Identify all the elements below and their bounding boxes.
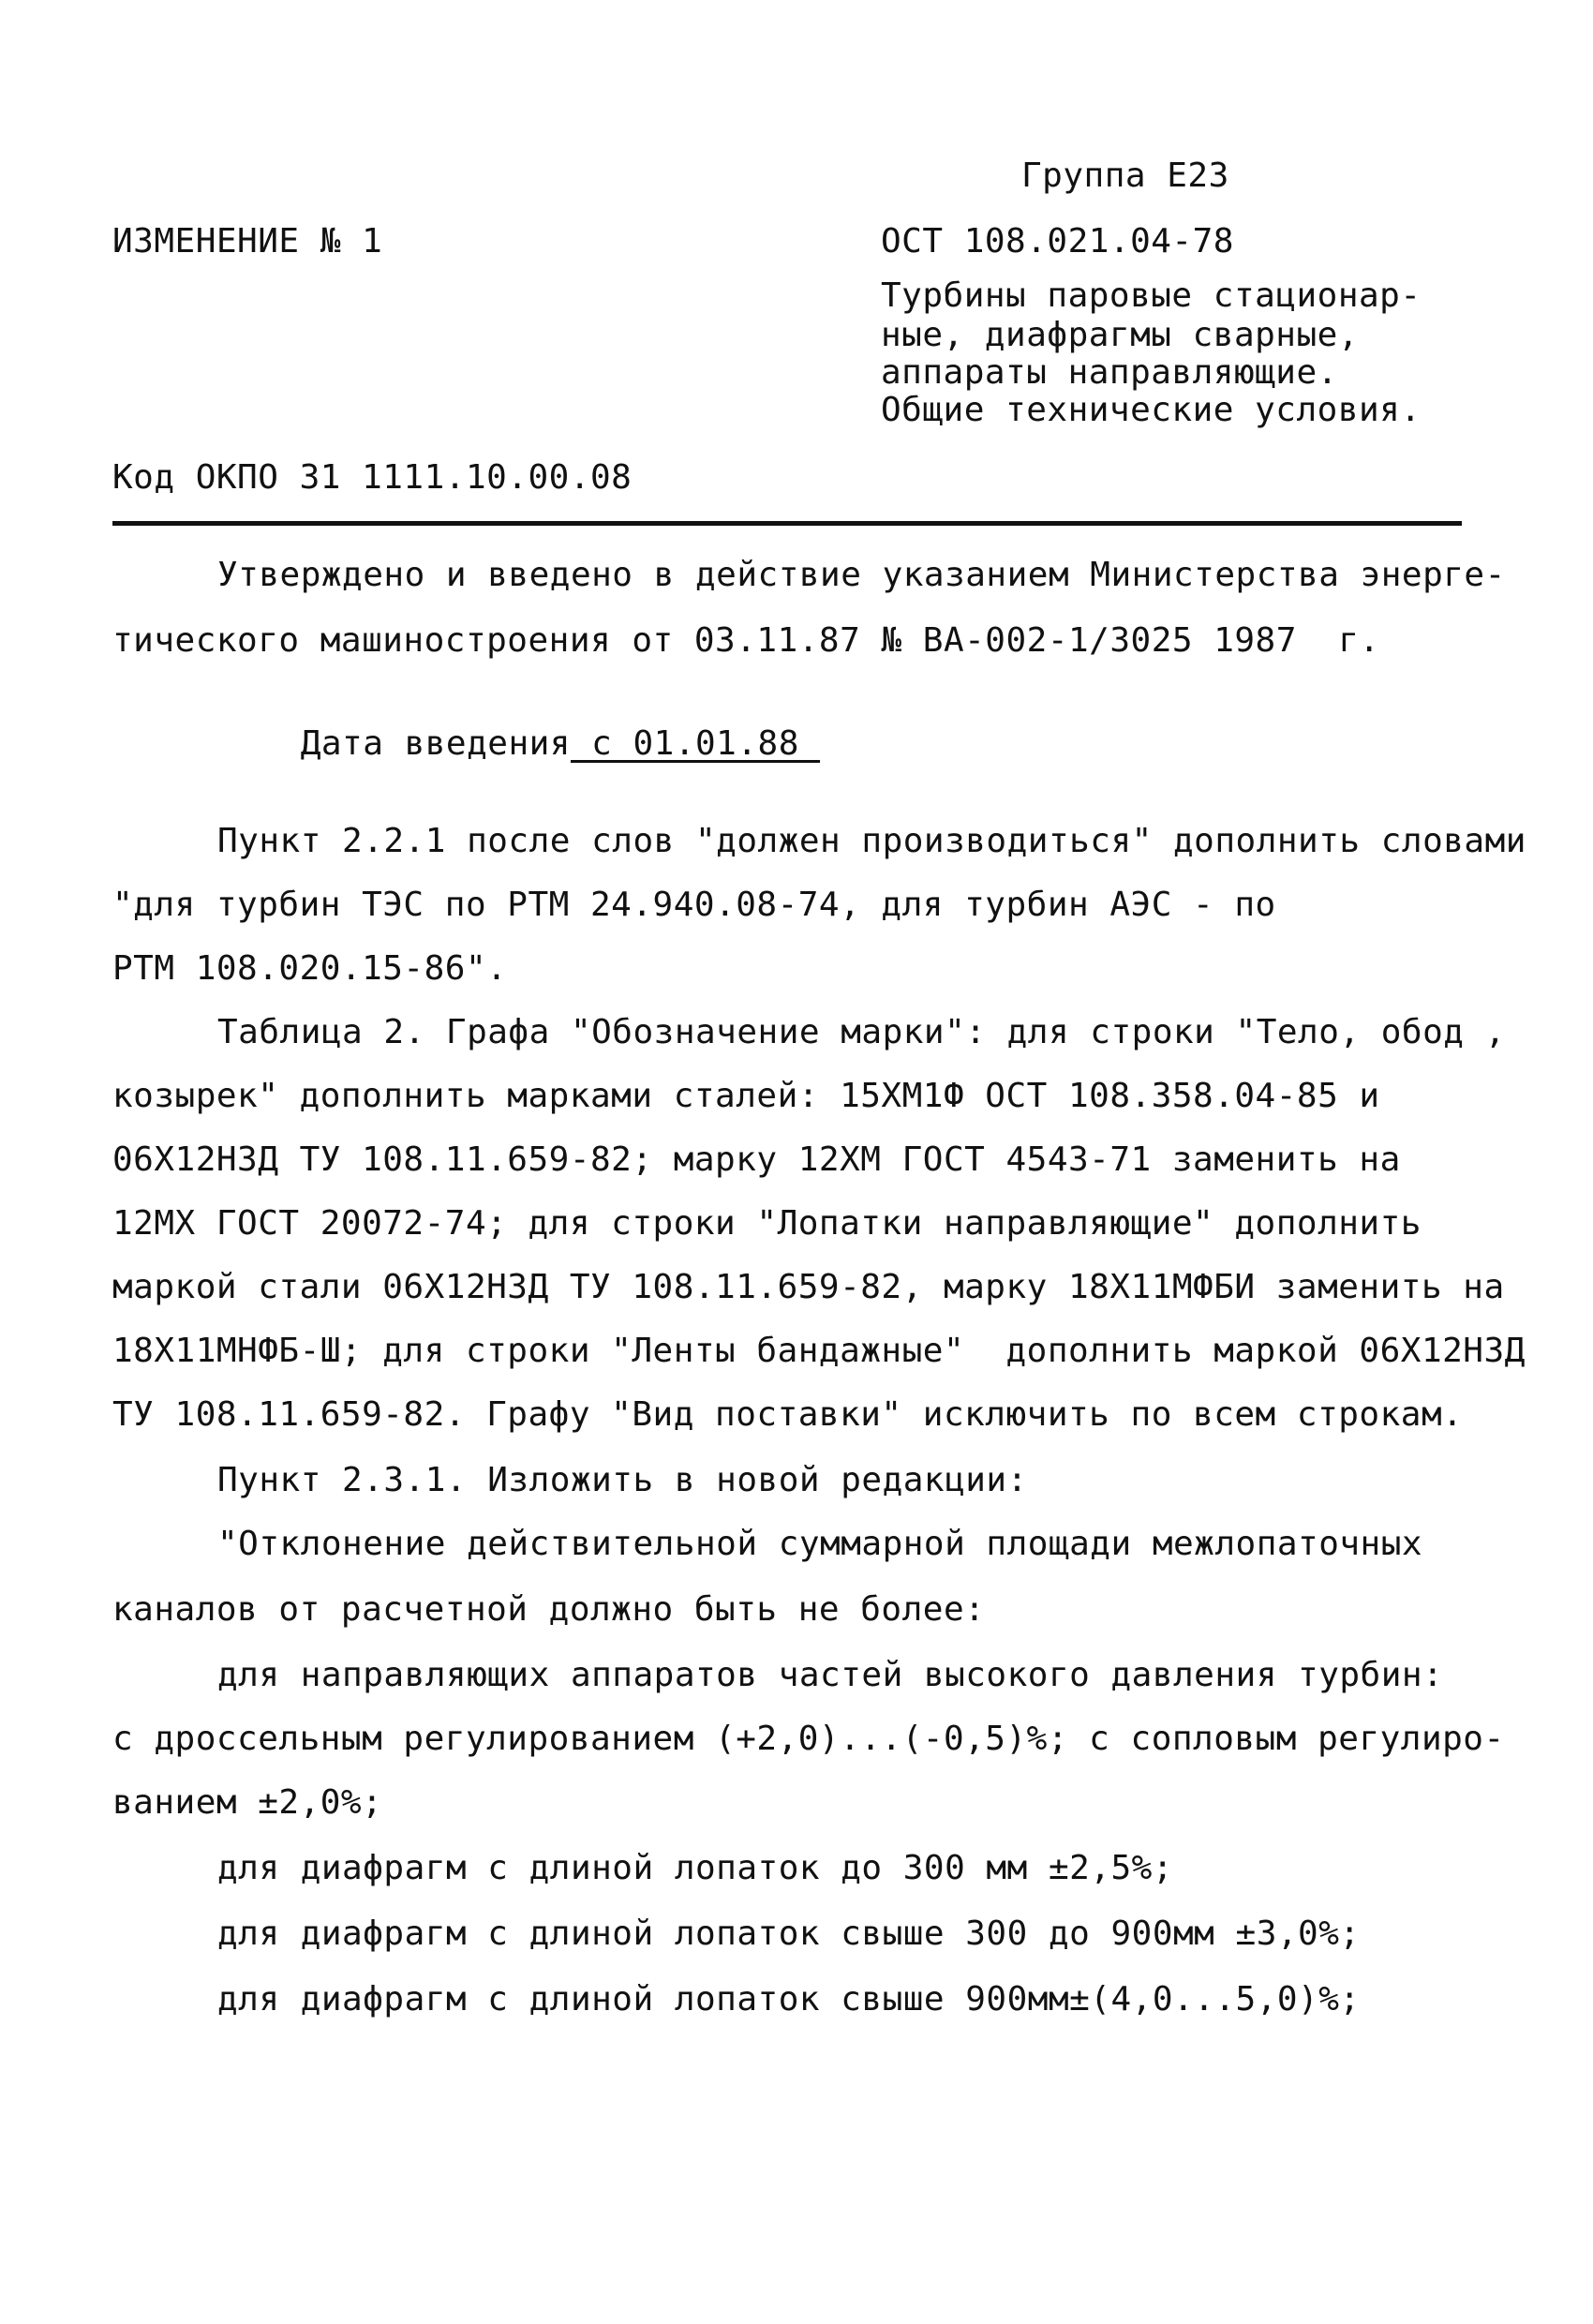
table-2-line-7: ТУ 108.11.659-82. Графу "Вид поставки" исключить по всем строкам.	[112, 1395, 1464, 1434]
group-code: Группа Е23	[1021, 156, 1229, 195]
standard-title-line-1: Турбины паровые стационар-	[881, 276, 1422, 315]
hp-guides-line-2: с дроссельным регулированием (+2,0)...(-0,5)%; с сопловым регулиро-	[112, 1720, 1505, 1758]
header-divider	[112, 521, 1462, 526]
standard-number: ОСТ 108.021.04-78	[881, 222, 1234, 261]
effective-date-value: с 01.01.88	[570, 724, 821, 763]
diaphragm-300-to-900: для диафрагм с длиной лопаток свыше 300 до 900мм ±3,0%;	[217, 1914, 1361, 1953]
deviation-line-2: каналов от расчетной должно быть не более:	[112, 1590, 986, 1629]
standard-title-line-3: аппараты направляющие.	[881, 353, 1338, 392]
approval-line-1: Утверждено и введено в действие указанием Министерства энерге-	[217, 556, 1506, 594]
table-2-line-5: маркой стали 06Х12Н3Д ТУ 108.11.659-82, марку 18Х11МФБИ заменить на	[112, 1268, 1505, 1306]
hp-guides-line-3: ванием ±2,0%;	[112, 1783, 383, 1822]
clause-2-2-1-line-1: Пункт 2.2.1 после слов "должен производиться" дополнить словами	[217, 822, 1526, 860]
table-2-line-2: козырек" дополнить марками сталей: 15ХМ1Ф ОСТ 108.358.04-85 и	[112, 1077, 1380, 1115]
approval-line-2: тического машиностроения от 03.11.87 № ВА-002-1/3025 1987 г.	[112, 621, 1380, 660]
table-2-line-4: 12МХ ГОСТ 20072-74; для строки "Лопатки направляющие" дополнить	[112, 1204, 1422, 1243]
clause-2-3-1: Пункт 2.3.1. Изложить в новой редакции:	[217, 1461, 1028, 1499]
clause-2-2-1-line-3: РТМ 108.020.15-86".	[112, 949, 508, 988]
change-number: ИЗМЕНЕНИЕ № 1	[112, 222, 383, 261]
table-2-line-3: 06Х12Н3Д ТУ 108.11.659-82; марку 12ХМ ГОСТ 4543-71 заменить на	[112, 1140, 1401, 1179]
effective-date	[217, 693, 820, 795]
clause-2-2-1-line-2: "для турбин ТЭС по РТМ 24.940.08-74, для турбин АЭС - по	[112, 886, 1276, 924]
okpo-code: Код ОКПО 31 1111.10.00.08	[112, 458, 633, 497]
table-2-line-6: 18Х11МНФБ-Ш; для строки "Ленты бандажные" дополнить маркой 06Х12Н3Д	[112, 1332, 1526, 1370]
standard-title-line-2: ные, диафрагмы сварные,	[881, 316, 1359, 354]
effective-date-label: Дата введения	[300, 724, 571, 763]
diaphragm-over-900: для диафрагм с длиной лопаток свыше 900мм±(4,0...5,0)%;	[217, 1980, 1361, 2019]
deviation-line-1: "Отклонение действительной суммарной площади межлопаточных	[217, 1525, 1423, 1563]
diaphragm-up-to-300: для диафрагм с длиной лопаток до 300 мм ±2,5%;	[217, 1849, 1173, 1887]
standard-title-line-4: Общие технические условия.	[881, 391, 1422, 429]
table-2-line-1: Таблица 2. Графа "Обозначение марки": для строки "Тело, обод ,	[217, 1013, 1506, 1051]
hp-guides-line-1: для направляющих аппаратов частей высокого давления турбин:	[217, 1656, 1444, 1694]
